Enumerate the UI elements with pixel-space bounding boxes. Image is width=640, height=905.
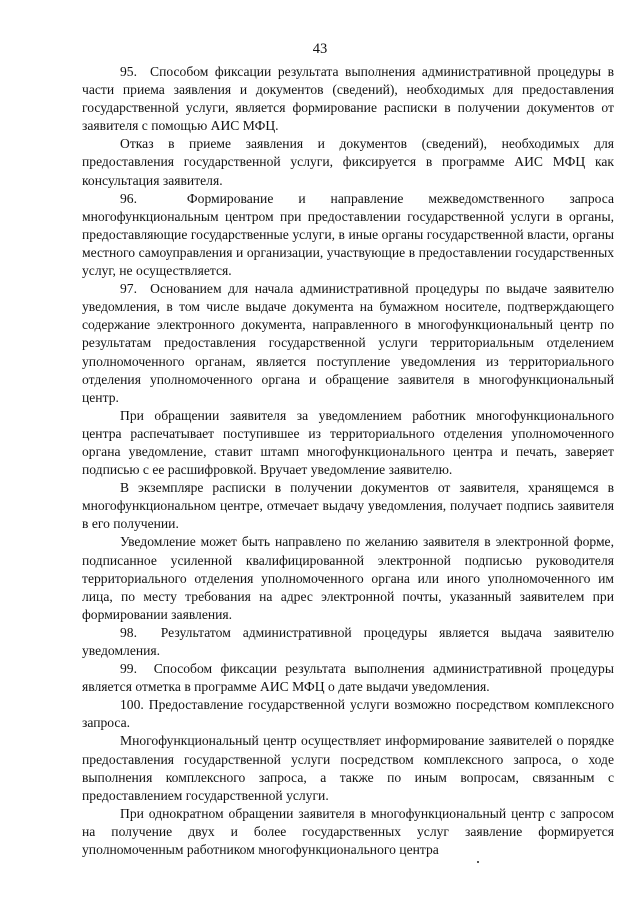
paragraph-99: 99. Способом фиксации результата выполнения административной процедуры является отметка в программе АИС МФЦ о дате выдачи уведомления.: [82, 661, 614, 695]
paragraph-97: 97. Основанием для начала административной процедуры по выдаче заявителю уведомления, в том числе выдаче документа на бумажном носителе, подтверждающего содержание электронного документа, направленного в многофункциональный центр по результатам предоставления государственной услуги территориальным отделением уполномоченного органам, является поступление уведомления из территориального отделения уполномоченного органа и обращение заявителя в многофункциональный центр.: [82, 281, 614, 405]
body-text: [82, 63, 614, 859]
paragraph-mfc-informing: Многофункциональный центр осуществляет информирование заявителей о порядке предоставления государственной услуги посредством комплексного запроса, о ходе выполнения комплексного запроса, а также по иным вопросам, связанным с предоставлением государственной услуги.: [82, 733, 614, 803]
paragraph-refusal: Отказ в приеме заявления и документов (сведений), необходимых для предоставления государственной услуги, фиксируется в программе АИС МФЦ как консультация заявителя.: [82, 136, 614, 188]
paragraph-electronic-notice: Уведомление может быть направлено по желанию заявителя в электронной форме, подписанное усиленной квалифицированной электронной подписью руководителя территориального отделения уполномоченного органа или иного уполномоченного им лица, по месту требования на адрес электронной почты, указанный заявителем при формировании заявления.: [82, 534, 614, 622]
paragraph-100: 100. Предоставление государственной услуги возможно посредством комплексного запроса.: [82, 697, 614, 731]
scan-speck: [477, 861, 479, 863]
page-number: 43: [312, 41, 328, 57]
paragraph-single-request: При однократном обращении заявителя в многофункциональный центр с запросом на получение двух и более государственных услуг заявление формируется уполномоченным работником многофункционального центра: [82, 805, 614, 858]
paragraph-applicant-request: При обращении заявителя за уведомлением работник многофункционального центра распечатывает поступившее из территориального отделения уполномоченного органа уведомление, ставит штамп многофункционального центра и печать, заверяет подписью с ее расшифровкой. Вручает уведомление заявителю.: [82, 407, 614, 478]
paragraph-95: 95. Способом фиксации результата выполнения административной процедуры в части приема заявления и документов (сведений), необходимых для предоставления государственной услуги, является формирование расписки в получении документов от заявителя с помощью АИС МФЦ.: [82, 64, 614, 134]
paragraph-98: 98. Результатом административной процедуры является выдача заявителю уведомления.: [82, 624, 614, 658]
paragraph-receipt-copy: В экземпляре расписки в получении документов от заявителя, хранящемся в многофункциональном центре, отмечает выдачу уведомления, получает подпись заявителя в его получении.: [82, 480, 614, 532]
paragraph-96: 96. Формирование и направление межведомственного запроса многофункциональным центром при предоставлении государственной услуги в органы, предоставляющие государственные услуги, в иные органы государственной власти, органы местного самоуправления и организации, участвующие в предоставлении государственных услуг, не осуществляется.: [82, 190, 614, 279]
